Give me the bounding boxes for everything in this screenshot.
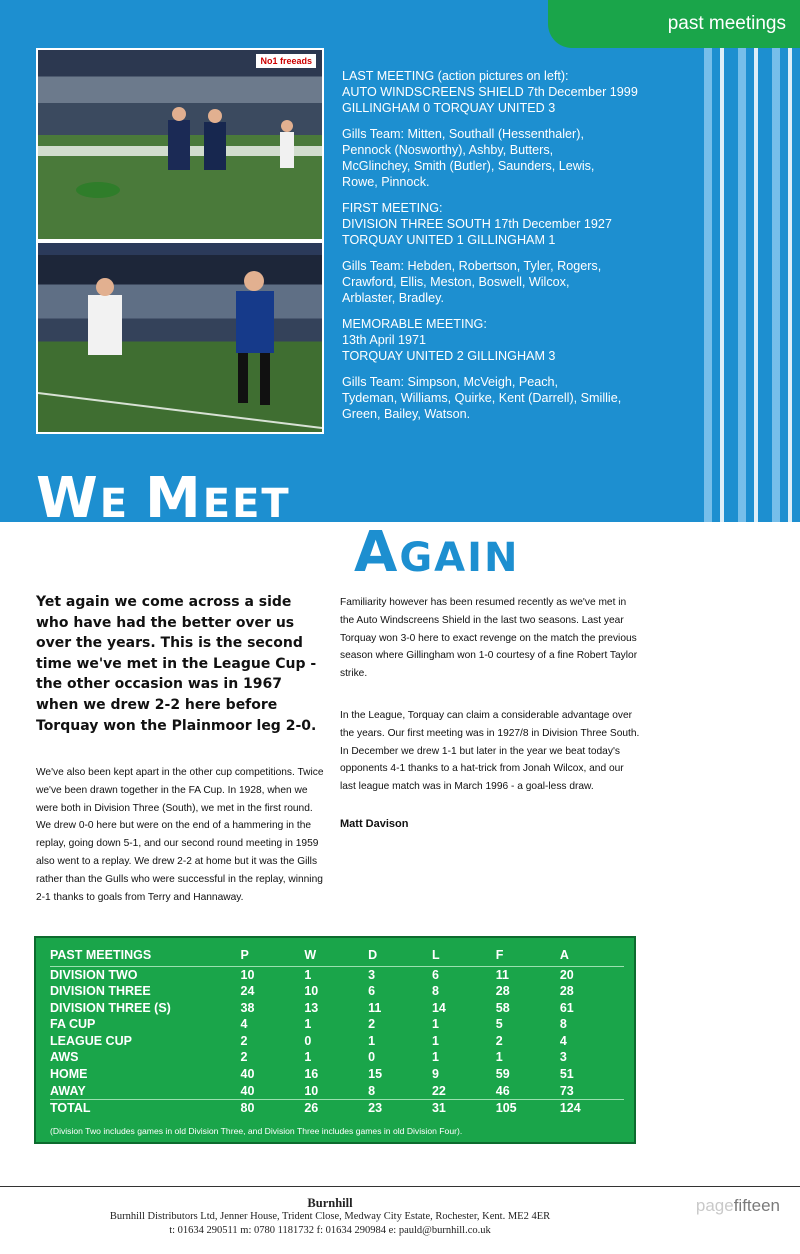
meetings-summary [342,68,642,432]
article-right-column [340,594,640,834]
page-number: pagefifteen [695,1196,780,1215]
article-lead: Yet again we come across a side who have had the better over us over the years. This is the second time we've met in the League Cup - the other occasion was in 1967 when we drew 2-2 here before Torquay won the Plainmoor leg 2-0. [36,594,317,734]
first-meeting-team: Gills Team: Hebden, Robertson, Tyler, Rogers, Crawford, Ellis, Meston, Boswell, Wilcox, Arblaster, Bradley. [342,259,602,305]
memorable-meeting: MEMORABLE MEETING: 13th April 1971 TORQUAY UNITED 2 GILLINGHAM 3 [342,317,556,363]
first-meeting: FIRST MEETING: DIVISION THREE SOUTH 17th December 1927 TORQUAY UNITED 1 GILLINGHAM 1 [342,201,612,247]
past-meetings-table [34,936,636,1144]
article-left-column: We've also been kept apart in the other cup competitions. Twice we've been drawn together in the FA Cup. In 1928, when we were both in Division Three (South), we met in the first round. We drew 0-0 here but were on the end of a hammering in the replay, going down 5-1, and our second round meeting in 1959 also went to a replay. We drew 2-2 at home but it was the Gills rather than the Gulls who were successful in the replay, winning 2-1 thanks to goals from Terry and Hannaway. [36,767,324,903]
photo-frame [36,48,324,434]
footer-address: Burnhill Distributors Ltd, Jenner House, Trident Close, Medway City Estate, Rochester, Kent. ME2 4ER [109,1211,551,1222]
page-title-line1: WE MEET [36,466,291,531]
table-row: AWS 2 1 0 1 1 3 [50,1050,567,1065]
decorative-stripes [690,0,800,522]
footer [70,1196,590,1238]
last-meeting: LAST MEETING (action pictures on left): AUTO WINDSCREENS SHIELD 7th December 1999 GILLINGHAM 0 TORQUAY UNITED 3 [342,69,638,115]
table-header-row: PAST MEETINGS P W D L F A [50,946,624,966]
memorable-meeting-team: Gills Team: Simpson, McVeigh, Peach, Tydeman, Williams, Quirke, Kent (Darrell), Smillie, Green, Bailey, Watson. [342,375,622,421]
table-total-row: TOTAL 80 26 23 31 105 124 [50,1100,624,1117]
action-photo-top [38,50,322,239]
article-author: Matt Davison [340,817,409,830]
advert-banner: No1 freeads [256,54,316,68]
stats-table [50,946,624,1117]
table-row: FA CUP 4 1 2 1 5 8 [50,1017,567,1032]
last-meeting-team: Gills Team: Mitten, Southall (Hessenthaler), Pennock (Nosworthy), Ashby, Butters, McGlinchey, Smith (Butler), Saunders, Lewis, Rowe, Pinnock. [342,127,595,189]
table-row: DIVISION TWO 10 1 3 6 11 20 [50,967,574,982]
article-paragraph: In the League, Torquay can claim a considerable advantage over the years. Our first meeting was in 1927/8 in Division Three South. In December we drew 1-1 but later in the year we beat today's opponents 4-1 thanks to a hat-trick from Jonah Wilcox, and our last league match was in March 1996 - a goal-less draw. [340,709,640,793]
section-tab [548,0,800,48]
page-title-line2: AGAIN [354,520,520,585]
article-paragraph: Familiarity however has been resumed recently as we've met in the Auto Windscreens Shield in the last two seasons. Last year Torquay won 3-0 here to exact revenge on the match the previous season where Gillingham won 1-0 courtesy of a fine Robert Taylor strike. [340,597,638,680]
players-illustration [38,50,322,239]
table-footnote: (Division Two includes games in old Division Three, and Division Three includes games in old Division Four). [50,1126,463,1136]
table-row: LEAGUE CUP 2 0 1 1 2 4 [50,1033,567,1048]
footer-contact: t: 01634 290511 m: 0780 1181732 f: 01634 290984 e: pauld@burnhill.co.uk [169,1225,491,1236]
table-row: HOME 40 16 15 9 59 51 [50,1067,574,1082]
footer-company: Burnhill [307,1196,353,1210]
table-row: DIVISION THREE 24 10 6 8 28 28 [50,984,574,999]
section-label: past meetings [667,13,786,34]
action-photo-bottom [38,243,322,432]
footer-divider [0,1186,800,1187]
table-row: AWAY 40 10 8 22 46 73 [50,1083,574,1098]
players-illustration-2 [38,243,322,432]
table-row: DIVISION THREE (S) 38 13 11 14 58 61 [50,1000,574,1015]
